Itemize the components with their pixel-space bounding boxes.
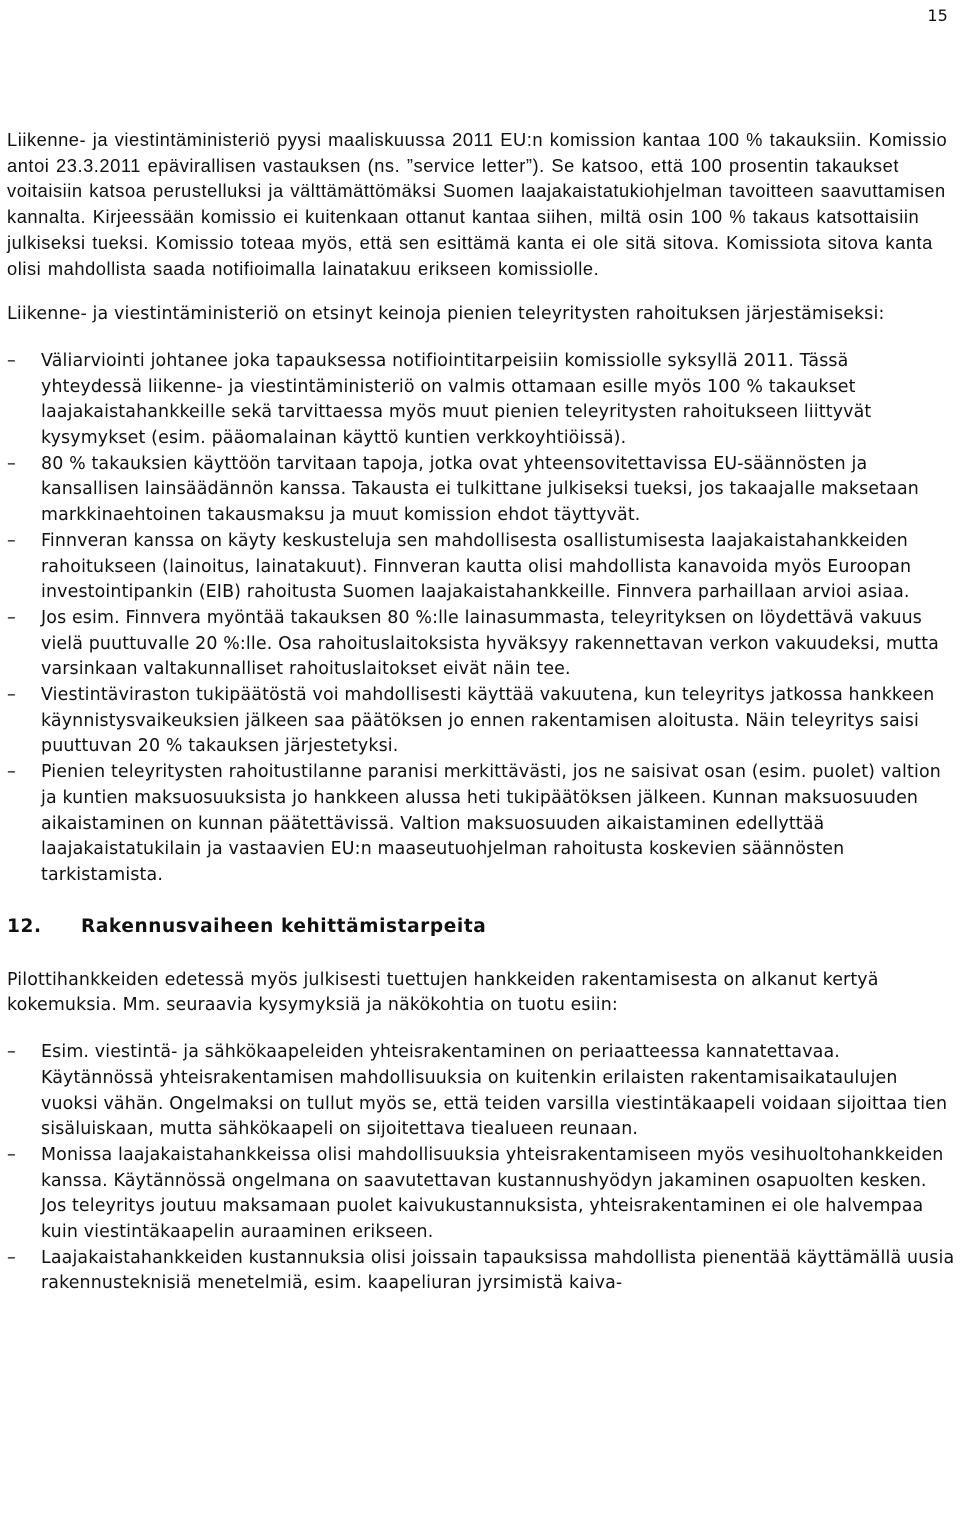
section-number: 12. <box>7 915 42 937</box>
list-item-text: Väliarviointi johtanee joka tapauksessa notifiointitarpeisiin komissiolle syksyllä 2011. Tässä yhteydessä liikenne- ja viestintäministeriö on valmis ottamaan esille myös 100 % takaukset laajakaistahankkeille sekä tarvittaessa myös muut pienien teleyritysten rahoitukseen liittyvät kysymykset (esim. pääomalainan käyttö kuntien verkkoyhtiöissä). <box>41 350 872 449</box>
dash-marker: – <box>7 530 16 551</box>
list-item <box>7 452 955 529</box>
list-item-text: Jos esim. Finnvera myöntää takauksen 80 %:lle lainasummasta, teleyrityksen on löydettävä vakuus vielä puuttuvalle 20 %:lle. Osa rahoituslaitoksista hyväksyy rakennettavan verkon vakuudeksi, mutta varsinkaan valtakunnalliset rahoituslaitokset eivät näin tee. <box>41 607 939 680</box>
list-item <box>7 1040 955 1143</box>
list-item <box>7 1143 955 1246</box>
dash-marker: – <box>7 1247 16 1268</box>
list-item-text: Monissa laajakaistahankkeissa olisi mahdollisuuksia yhteisrakentamiseen myös vesihuoltohankkeiden kanssa. Käytännössä ongelmana on saavutettavan kustannushyödyn jakaminen osapuolten kesken. Jos teleyritys joutuu maksamaan puolet kaivukustannuksista, yhteisrakentaminen ei ole halvempaa kuin viestintäkaapelin auraaminen erikseen. <box>41 1144 944 1243</box>
list-item <box>7 606 955 683</box>
list-item <box>7 529 955 606</box>
dash-marker: – <box>7 1042 16 1063</box>
document-body <box>7 127 955 1297</box>
dash-marker: – <box>7 607 16 628</box>
list-item-text: Esim. viestintä- ja sähkökaapeleiden yhteisrakentaminen on periaatteessa kannatettavaa. Käytännössä yhteisrakentamisen mahdollisuuksia on kuitenkin erilaisten rakentamisaikataulujen vuoksi vähän. Ongelmaksi on tullut myös se, että teiden varsilla viestintäkaapeli voidaan sijoittaa tien sisäluiskaan, mutta sähkökaapeli on sijoitettava tiealueen reunaan. <box>41 1042 948 1140</box>
list-item <box>7 1246 955 1297</box>
list-item <box>7 683 955 760</box>
dash-marker: – <box>7 350 16 371</box>
list-item <box>7 349 955 452</box>
list-item-text: Pienien teleyritysten rahoitustilanne paranisi merkittävästi, jos ne saisivat osan (esim. puolet) valtion ja kuntien maksuosuuksista jo hankkeen alussa heti tukipäätöksen jälkeen. Kunnan maksuosuuden aikaistaminen on kunnan päätettävissä. Valtion maksuosuuden aikaistaminen edellyttää laajakaistatukilain ja vastaavien EU:n maaseutuohjelman rahoitusta koskevien säännösten tarkistamista. <box>41 762 941 885</box>
dash-marker: – <box>7 685 16 706</box>
dash-marker: – <box>7 453 16 474</box>
paragraph-commission-guarantee: Liikenne- ja viestintäministeriö pyysi maaliskuussa 2011 EU:n komission kantaa 100 % takauksiin. Komissio antoi 23.3.2011 epävirallisen vastauksen (ns. ”service letter”). Se katsoo, että 100 prosentin takaukset voitaisiin katsoa perustelluksi ja välttämättömäksi Suomen laajakaistatukiohjelman tavoitteen saavuttamisen kannalta. Kirjeessään komissio ei kuitenkaan ottanut kantaa siihen, miltä osin 100 % takaus katsottaisiin julkiseksi tueksi. Komissio toteaa myös, että sen esittämä kanta ei ole sitä sitova. Komissiota sitova kanta olisi mahdollista saada notifioimalla lainatakuu erikseen komissiolle. <box>7 129 948 279</box>
paragraph-ministry-search: Liikenne- ja viestintäministeriö on etsinyt keinoja pienien teleyritysten rahoituksen järjestämiseksi: <box>7 304 885 325</box>
list-item-text: 80 % takauksien käyttöön tarvitaan tapoja, jotka ovat yhteensovitettavissa EU-säännösten ja kansallisen lainsäädännön kanssa. Takausta ei tulkittane julkiseksi tueksi, jos takaajalle maksetaan markkinaehtoinen takausmaksu ja muut komission ehdot täyttyvät. <box>41 453 919 526</box>
funding-measures-list <box>7 349 955 889</box>
page-number: 15 <box>927 6 948 25</box>
dash-marker: – <box>7 1144 16 1165</box>
paragraph-pilot-projects: Pilottihankkeiden edetessä myös julkisesti tuettujen hankkeiden rakentamisesta on alkanut kertyä kokemuksia. Mm. seuraavia kysymyksiä ja näkökohtia on tuotu esiin: <box>7 969 879 1016</box>
list-item-text: Laajakaistahankkeiden kustannuksia olisi joissain tapauksissa mahdollista pienentää käyttämällä uusia rakennusteknisiä menetelmiä, esim. kaapeliuran jyrsimistä kaiva- <box>41 1247 955 1294</box>
section-heading <box>7 915 955 939</box>
section-title: Rakennusvaiheen kehittämistarpeita <box>81 915 487 937</box>
list-item-text: Viestintäviraston tukipäätöstä voi mahdollisesti käyttää vakuutena, kun teleyritys jatkossa hankkeen käynnistysvaikeuksien jälkeen saa päätöksen jo ennen rakentamisen aloitusta. Näin teleyritys saisi puuttuvan 20 % takauksen järjestetyksi. <box>41 685 935 757</box>
dash-marker: – <box>7 762 16 783</box>
list-item-text: Finnveran kanssa on käyty keskusteluja sen mahdollisesta osallistumisesta laajakaistahankkeiden rahoitukseen (lainoitus, lainatakuut). Finnveran kautta olisi mahdollista kanavoida myös Euroopan investointipankin (EIB) rahoitusta Suomen laajakaistahankkeille. Finnvera parhaillaan arvioi asiaa. <box>41 530 912 603</box>
list-item <box>7 760 955 889</box>
construction-issues-list <box>7 1040 955 1297</box>
